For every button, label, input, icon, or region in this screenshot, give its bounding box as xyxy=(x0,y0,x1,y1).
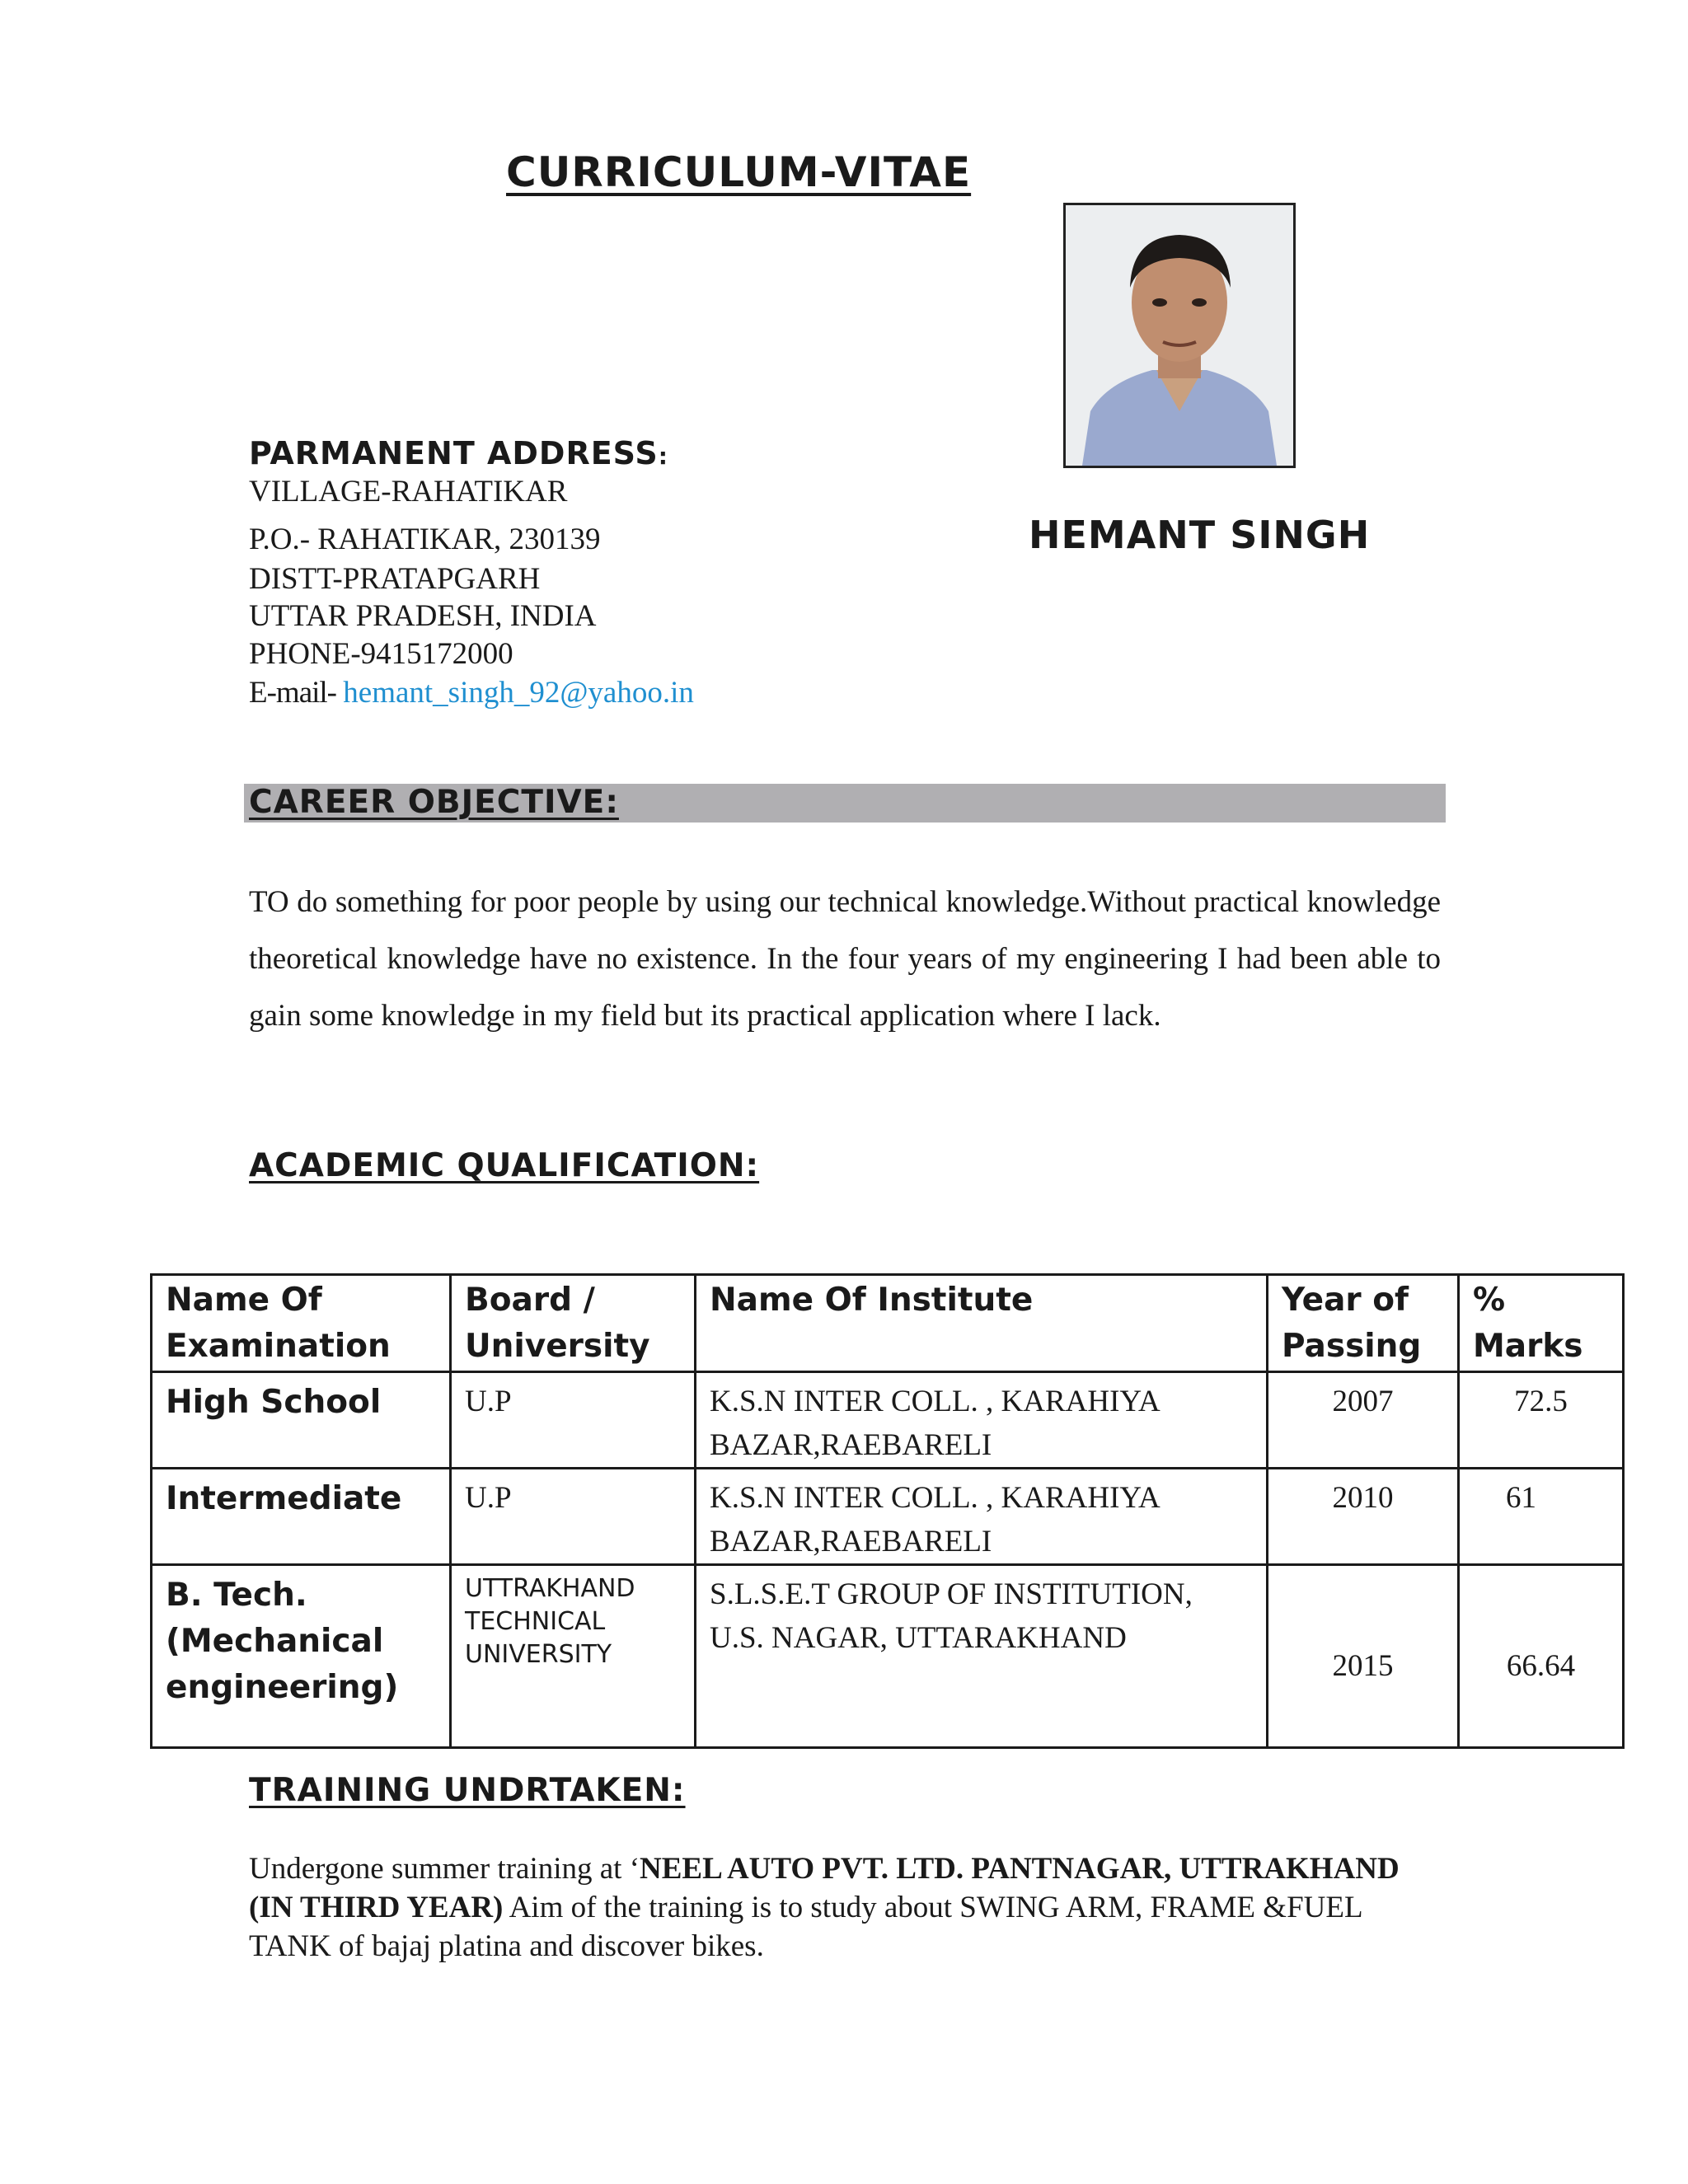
address-line: UTTAR PRADESH, INDIA xyxy=(249,599,597,633)
training-company: NEEL AUTO PVT. LTD. PANTNAGAR, UTTRAKHAND (IN THIRD YEAR) xyxy=(249,1852,1400,1924)
career-objective-heading: CAREER OBJECTIVE: xyxy=(249,784,619,821)
institute-cell: K.S.N INTER COLL. , KARAHIYA BAZAR,RAEBARELI xyxy=(696,1372,1268,1469)
year-cell: 2015 xyxy=(1268,1565,1459,1748)
column-header-year: Year of Passing xyxy=(1268,1275,1459,1372)
column-header-board: Board / University xyxy=(451,1275,696,1372)
board-cell: U.P xyxy=(451,1372,696,1469)
email-label: E-mail- xyxy=(249,676,337,710)
address-line: VILLAGE-RAHATIKAR xyxy=(249,475,568,509)
career-objective-text: TO do something for poor people by using our technical knowledge.Without practical knowledge theoretical knowledge have no existence. In the four years of my engineering I had been able to gain some knowledge in my field but its practical application where I lack. xyxy=(249,885,1441,1033)
candidate-name: HEMANT SINGH xyxy=(1029,513,1371,557)
exam-cell: Intermediate xyxy=(152,1469,451,1565)
table-row xyxy=(152,1565,1624,1748)
document-title: CURRICULUM-VITAE xyxy=(506,148,972,196)
board-cell: U.P xyxy=(451,1469,696,1565)
email-link[interactable]: hemant_singh_92@yahoo.in xyxy=(343,676,694,710)
institute-cell: K.S.N INTER COLL. , KARAHIYA BAZAR,RAEBARELI xyxy=(696,1469,1268,1565)
exam-cell: B. Tech. (Mechanical engineering) xyxy=(152,1565,451,1748)
training-heading: TRAINING UNDRTAKEN: xyxy=(249,1772,686,1809)
year-cell: 2010 xyxy=(1268,1469,1459,1565)
table-header-row xyxy=(152,1275,1624,1372)
marks-cell: 66.64 xyxy=(1459,1565,1624,1748)
table-row xyxy=(152,1372,1624,1469)
year-cell: 2007 xyxy=(1268,1372,1459,1469)
training-text: Undergone summer training at ‘NEEL AUTO PVT. LTD. PANTNAGAR, UTTRAKHAND (IN THIRD YEAR) Aim of the training is to study about SWING ARM, FRAME &FUEL TANK of bajaj platina and discover bikes. xyxy=(249,1852,1400,1963)
profile-photo xyxy=(1063,203,1296,468)
address-line: DISTT-PRATAPGARH xyxy=(249,562,541,596)
table-row xyxy=(152,1469,1624,1565)
phone-line: PHONE-9415172000 xyxy=(249,637,513,671)
institute-cell: S.L.S.E.T GROUP OF INSTITUTION, U.S. NAGAR, UTTARAKHAND xyxy=(696,1565,1268,1748)
qualification-table xyxy=(150,1273,1625,1749)
exam-cell: High School xyxy=(152,1372,451,1469)
marks-cell: 61 xyxy=(1459,1469,1624,1565)
address-line: P.O.- RAHATIKAR, 230139 xyxy=(249,523,601,556)
column-header-marks: % Marks xyxy=(1459,1275,1624,1372)
email-line xyxy=(249,674,694,712)
address-heading: PARMANENT ADDRESS: xyxy=(249,435,668,471)
column-header-institute: Name Of Institute xyxy=(696,1275,1268,1372)
column-header-examination: Name Of Examination xyxy=(152,1275,451,1372)
academic-qualification-heading: ACADEMIC QUALIFICATION: xyxy=(249,1147,760,1184)
person-photo-icon xyxy=(1066,205,1293,466)
marks-cell: 72.5 xyxy=(1459,1372,1624,1469)
board-cell: UTTRAKHAND TECHNICAL UNIVERSITY xyxy=(451,1565,696,1748)
